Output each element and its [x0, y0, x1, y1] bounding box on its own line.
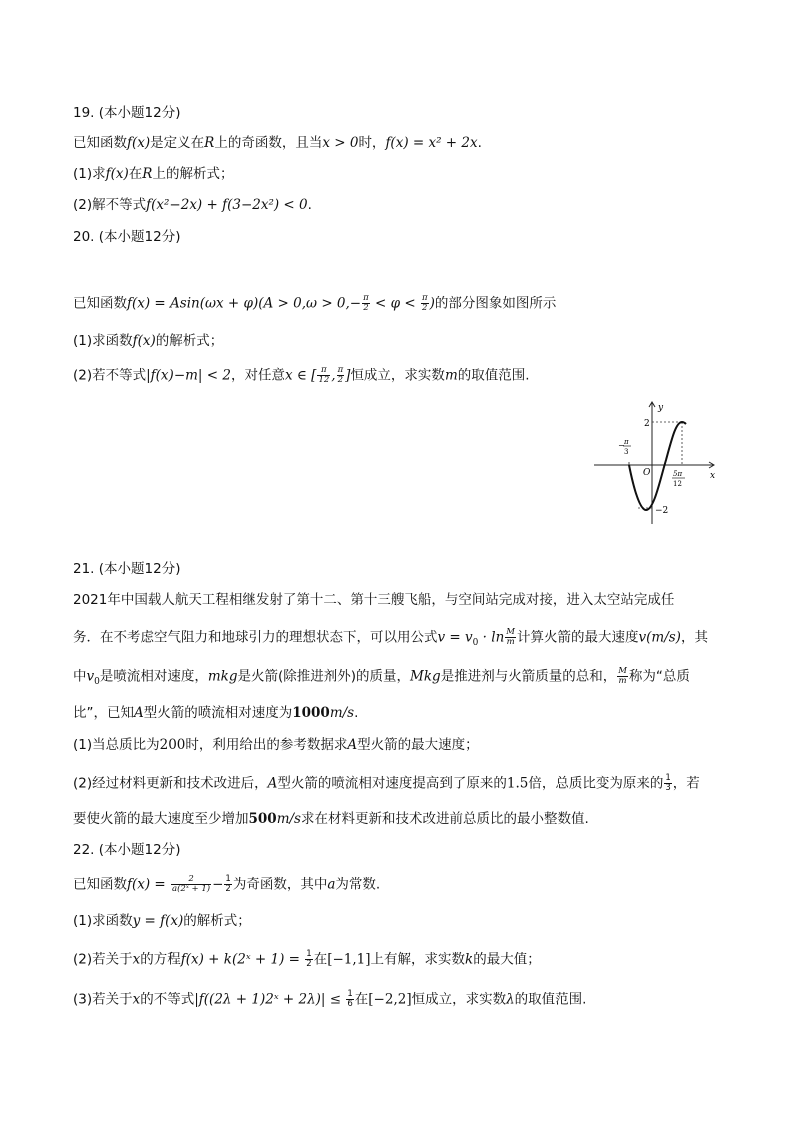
q20-part1: (1)求函数f(x)的解析式；: [73, 333, 224, 349]
q21-part2-cont: 要使火箭的最大速度至少增加500m/s求在材料更新和技术改进前总质比的最小整数值.: [73, 811, 589, 827]
q21-mass-ratio: $\frac{M}{m}$: [506, 627, 515, 647]
q20-pi-twelfth: $\frac{\pi}{12}$: [318, 365, 330, 385]
left-tick-neg: −: [618, 441, 625, 450]
q22-header: 22. (本小题12分): [73, 842, 181, 858]
left-tick-num: π: [624, 438, 629, 446]
q21-line4: 比”，已知A型火箭的喷流相对速度为1000m/s.: [73, 705, 359, 721]
q21-part2: (2)经过材料更新和技术改进后，A型火箭的喷流相对速度提高到了原来的1.5倍，总质比变为原来的 $\frac{1}{3}$ ，若: [73, 773, 700, 793]
q21-part1: (1)当总质比为200时，利用给出的参考数据求A型火箭的最大速度；: [73, 737, 479, 753]
right-tick-den: 12: [673, 480, 682, 488]
q19-stem: 已知函数f(x)是定义在R上的奇函数，且当x > 0时，f(x) = x² + 2x.: [73, 135, 482, 151]
q22-sixth: $\frac{1}{6}$: [347, 989, 353, 1009]
q22-part2: (2)若关于x的方程f(x) + k(2ˣ + 1) = $\frac{1}{2}$ 在[−1,1]上有解，求实数k的最大值；: [73, 949, 541, 969]
left-tick-den: 3: [624, 448, 629, 456]
q22-half: $\frac{1}{2}$: [306, 949, 312, 969]
q21-line3: 中$v_0$是喷流相对速度，mkg是火箭(除推进剂外)的质量，Mkg是推进剂与火箭质量的总和， $\frac{M}{m}$ 称为“总质: [73, 666, 690, 688]
sine-curve: [629, 422, 686, 510]
y-axis-label: y: [658, 403, 664, 413]
q21-one-third: $\frac{1}{3}$: [665, 773, 671, 793]
q22-part3: (3)若关于x的不等式|f((2λ + 1)2ˣ + 2λ)| ≤ $\frac{1}{6}$ 在[−2,2]恒成立，求实数λ的取值范围.: [73, 989, 587, 1009]
origin-label: O: [643, 468, 651, 478]
q20-neg-pi-half: $\frac{\pi}{2}$: [363, 293, 369, 313]
q20-stem: 已知函数f(x) = Asin(ωx + φ)(A > 0,ω > 0,− $\frac{\pi}{2}$ < φ < $\frac{\pi}{2}$ )的部分图象如图所示: [73, 293, 557, 313]
q22-frac-half: $\frac{1}{2}$: [225, 874, 231, 894]
q22-stem: 已知函数f(x) = $\frac{2}{\text{a(2ˣ + 1)}}$ − $\frac{1}{2}$ 为奇函数，其中a为常数.: [73, 874, 381, 894]
q19-part2: (2)解不等式f(x²−2x) + f(3−2x²) < 0.: [73, 197, 312, 213]
x-axis-label: x: [710, 471, 716, 481]
top-value-label: 2: [644, 419, 650, 429]
q20-pi-half: $\frac{\pi}{2}$: [421, 293, 428, 313]
bottom-value-label: −2: [655, 506, 669, 516]
q21-line1: 2021年中国载人航天工程相继发射了第十二、第十三艘飞船，与空间站完成对接，进入太空站完成任: [73, 592, 675, 608]
q20-header: 20. (本小题12分): [73, 229, 181, 245]
q20-pi-half-2: $\frac{\pi}{2}$: [337, 365, 344, 385]
q20-sine-graph: [592, 398, 720, 526]
q20-part2: (2)若不等式|f(x)−m| < 2，对任意x ∈ [ $\frac{\pi}{12}$ , $\frac{\pi}{2}$ ]恒成立，求实数m的取值范围.: [73, 365, 530, 385]
q21-header: 21. (本小题12分): [73, 561, 181, 577]
right-tick-num: 5π: [673, 470, 683, 478]
q22-part1: (1)求函数y = f(x)的解析式；: [73, 913, 251, 929]
q21-mass-ratio-2: $\frac{M}{m}$: [618, 666, 627, 686]
q19-part1: (1)求f(x)在R上的解析式；: [73, 166, 234, 182]
q22-frac-main: $\frac{2}{\text{a(2ˣ + 1)}}$: [172, 874, 211, 894]
q21-line2: 务．在不考虑空气阻力和地球引力的理想状态下，可以用公式$v = v_0 \cdot \ln$ $\frac{M}{m}$ 计算火箭的最大速度v(m/s)，其: [73, 627, 708, 649]
q19-header: 19. (本小题12分): [73, 105, 181, 121]
